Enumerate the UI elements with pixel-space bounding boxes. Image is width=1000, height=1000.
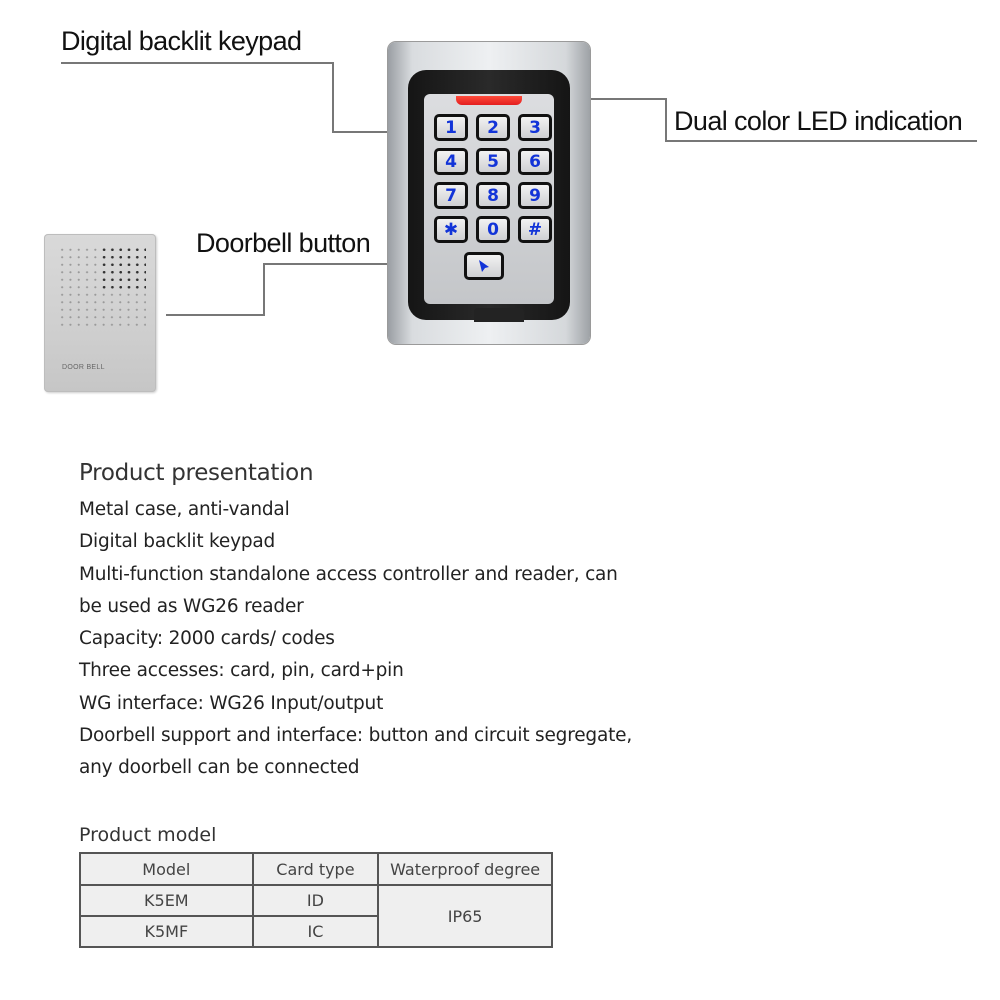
keypad-grid: [434, 114, 552, 243]
feature-item: WG interface: WG26 Input/output: [79, 692, 384, 714]
doorbell-label: DOOR BELL: [62, 364, 105, 371]
header-model: Model: [80, 853, 253, 885]
cell-waterproof: IP65: [378, 885, 552, 947]
leader-line: [61, 62, 333, 64]
key-star: ✱: [434, 216, 468, 243]
feature-item: any doorbell can be connected: [79, 757, 360, 779]
cell-model: K5EM: [80, 885, 253, 916]
table-row: [80, 885, 552, 916]
feature-list: [79, 494, 632, 785]
key-2: 2: [476, 114, 510, 141]
key-3: 3: [518, 114, 552, 141]
doorbell-unit-image: [44, 234, 156, 392]
key-6: 6: [518, 148, 552, 175]
doorbell-key: [464, 252, 504, 280]
feature-item: Metal case, anti-vandal: [79, 499, 290, 520]
led-indicator: [456, 96, 522, 105]
feature-item: be used as WG26 reader: [79, 595, 304, 617]
table-header-row: [80, 853, 552, 885]
feature-item: Three accesses: card, pin, card+pin: [79, 660, 404, 682]
leader-line: [332, 62, 334, 132]
bell-icon: [476, 258, 492, 274]
key-8: 8: [476, 182, 510, 209]
key-4: 4: [434, 148, 468, 175]
callout-led-label: Dual color LED indication: [674, 106, 963, 136]
key-5: 5: [476, 148, 510, 175]
callout-keypad-label: Digital backlit keypad: [61, 26, 302, 56]
header-waterproof: Waterproof degree: [378, 853, 552, 885]
card-reader-area: [474, 308, 524, 322]
cell-model: K5MF: [80, 916, 253, 947]
key-7: 7: [434, 182, 468, 209]
header-card-type: Card type: [253, 853, 379, 885]
feature-item: Doorbell support and interface: button and circuit segregate,: [79, 725, 632, 747]
feature-item: Multi-function standalone access controller and reader, can: [79, 563, 618, 585]
model-table: [79, 852, 553, 948]
cell-card-type: IC: [253, 916, 379, 947]
feature-item: Capacity: 2000 cards/ codes: [79, 628, 335, 650]
leader-line: [665, 98, 667, 141]
section-title-presentation: Product presentation: [79, 460, 314, 486]
feature-item: Digital backlit keypad: [79, 531, 276, 553]
key-9: 9: [518, 182, 552, 209]
leader-line: [263, 263, 265, 315]
keypad-device-image: [388, 42, 590, 344]
cell-card-type: ID: [253, 885, 379, 916]
device-bezel: [408, 70, 570, 320]
key-0: 0: [476, 216, 510, 243]
section-title-model: Product model: [79, 824, 217, 846]
leader-line: [665, 140, 977, 142]
key-1: 1: [434, 114, 468, 141]
keypad-plate: [424, 94, 554, 304]
callout-doorbell-label: Doorbell button: [196, 228, 371, 258]
key-hash: #: [518, 216, 552, 243]
speaker-holes: [100, 246, 146, 292]
leader-line: [166, 314, 265, 316]
